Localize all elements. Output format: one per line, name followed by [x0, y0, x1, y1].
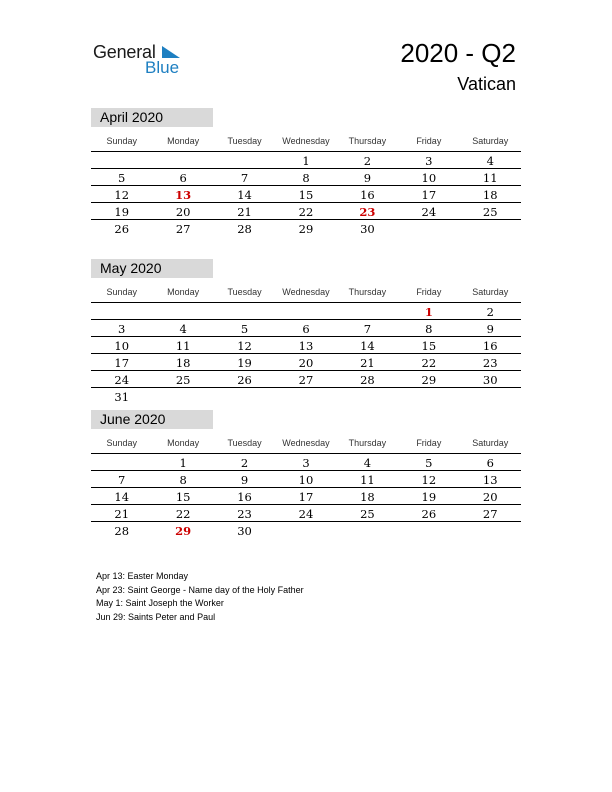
- day-cell: 17: [421, 188, 437, 202]
- day-cell: 8: [179, 473, 187, 487]
- week-row: [91, 303, 521, 320]
- weekday-label: Saturday: [472, 287, 509, 297]
- page-title: 2020 - Q2: [400, 38, 516, 68]
- day-cell: 27: [482, 507, 498, 521]
- week-row: [91, 220, 521, 236]
- day-cell: 3: [302, 456, 310, 470]
- day-cell: 18: [360, 490, 375, 504]
- day-cell: 13: [482, 473, 498, 487]
- day-cell: 10: [298, 473, 314, 487]
- weekday-label: Thursday: [348, 136, 387, 146]
- day-cell: 22: [175, 507, 191, 521]
- weekday-label: Wednesday: [282, 136, 330, 146]
- week-row: [91, 186, 521, 203]
- day-cell: 10: [114, 339, 130, 353]
- week-row: [91, 505, 521, 522]
- day-cell: 5: [118, 171, 126, 185]
- day-cell: 9: [240, 473, 249, 487]
- weekday-label: Sunday: [106, 136, 137, 146]
- week-row: [91, 320, 521, 337]
- holiday-day-cell: 29: [175, 524, 192, 538]
- weekday-label: Wednesday: [282, 287, 330, 297]
- logo-text-blue: Blue: [145, 58, 180, 77]
- day-cell: 24: [298, 507, 314, 521]
- day-cell: 22: [421, 356, 437, 370]
- holiday-item: Jun 29: Saints Peter and Paul: [96, 611, 216, 622]
- week-row: [91, 337, 521, 354]
- week-row: [91, 152, 521, 169]
- week-row: [91, 169, 521, 186]
- day-cell: 7: [363, 322, 372, 336]
- day-cell: 17: [114, 356, 130, 370]
- day-cell: 19: [237, 356, 252, 370]
- week-row: [91, 354, 521, 371]
- country-name: Vatican: [457, 74, 516, 94]
- day-cell: 16: [360, 188, 375, 202]
- day-cell: 1: [302, 154, 310, 168]
- day-cell: 26: [237, 373, 252, 387]
- holiday-item: Apr 13: Easter Monday: [96, 571, 189, 581]
- week-row: [91, 203, 521, 220]
- weekday-label: Wednesday: [282, 438, 330, 448]
- day-cell: 29: [298, 222, 314, 236]
- holiday-list: [96, 570, 304, 624]
- day-cell: 9: [363, 171, 372, 185]
- day-cell: 11: [175, 339, 191, 353]
- day-cell: 9: [486, 322, 494, 336]
- weekday-header-row: [91, 282, 521, 303]
- weekday-label: Monday: [167, 136, 200, 146]
- month-title: May 2020: [91, 259, 213, 278]
- holiday-day-cell: 1: [424, 305, 433, 319]
- day-cell: 23: [237, 507, 252, 521]
- weekday-label: Sunday: [106, 287, 137, 297]
- weekday-label: Friday: [416, 287, 442, 297]
- day-cell: 4: [363, 456, 372, 470]
- day-cell: 12: [421, 473, 437, 487]
- month-title: April 2020: [91, 108, 213, 127]
- weekday-label: Saturday: [472, 438, 509, 448]
- day-cell: 24: [421, 205, 437, 219]
- day-cell: 16: [482, 339, 498, 353]
- day-cell: 7: [240, 171, 249, 185]
- day-cell: 13: [298, 339, 314, 353]
- day-cell: 21: [237, 205, 252, 219]
- day-cell: 21: [360, 356, 375, 370]
- day-cell: 2: [486, 305, 494, 319]
- weekday-label: Monday: [167, 287, 200, 297]
- week-row: [91, 488, 521, 505]
- day-cell: 15: [298, 188, 314, 202]
- day-cell: 14: [114, 490, 130, 504]
- day-cell: 20: [175, 205, 191, 219]
- holiday-day-cell: 23: [359, 205, 376, 219]
- day-cell: 30: [360, 222, 375, 236]
- day-cell: 4: [486, 154, 494, 168]
- day-cell: 22: [298, 205, 314, 219]
- day-cell: 25: [482, 205, 498, 219]
- weekday-label: Monday: [167, 438, 200, 448]
- day-cell: 6: [179, 171, 187, 185]
- weekday-label: Tuesday: [227, 287, 262, 297]
- day-cell: 11: [360, 473, 375, 487]
- day-cell: 1: [179, 456, 187, 470]
- week-row: [91, 371, 521, 388]
- day-cell: 25: [360, 507, 375, 521]
- day-cell: 29: [421, 373, 437, 387]
- day-cell: 17: [298, 490, 314, 504]
- day-cell: 3: [118, 322, 126, 336]
- day-cell: 27: [175, 222, 191, 236]
- day-cell: 8: [302, 171, 310, 185]
- weekday-label: Friday: [416, 438, 442, 448]
- day-cell: 8: [425, 322, 433, 336]
- day-cell: 28: [237, 222, 252, 236]
- week-row: [91, 388, 521, 404]
- weekday-header-row: [91, 131, 521, 152]
- day-cell: 19: [114, 205, 130, 219]
- holiday-day-cell: 13: [175, 188, 192, 202]
- day-cell: 3: [425, 154, 433, 168]
- day-cell: 25: [175, 373, 191, 387]
- logo-text-general: General: [93, 42, 156, 62]
- day-cell: 14: [360, 339, 375, 353]
- weekday-label: Sunday: [106, 438, 137, 448]
- weekday-label: Thursday: [348, 287, 387, 297]
- day-cell: 27: [298, 373, 314, 387]
- day-cell: 7: [118, 473, 126, 487]
- day-cell: 28: [360, 373, 375, 387]
- week-row: [91, 471, 521, 488]
- day-cell: 18: [482, 188, 498, 202]
- day-cell: 5: [240, 322, 249, 336]
- day-cell: 12: [237, 339, 252, 353]
- holiday-item: Apr 23: Saint George - Name day of the Holy Father: [96, 584, 304, 595]
- day-cell: 5: [425, 456, 433, 470]
- weekday-label: Thursday: [348, 438, 387, 448]
- day-cell: 2: [363, 154, 372, 168]
- day-cell: 4: [179, 322, 187, 336]
- weekday-label: Friday: [416, 136, 442, 146]
- day-cell: 31: [114, 390, 130, 404]
- day-cell: 11: [482, 171, 498, 185]
- day-cell: 16: [237, 490, 252, 504]
- day-cell: 14: [237, 188, 252, 202]
- day-cell: 24: [114, 373, 130, 387]
- day-cell: 6: [302, 322, 310, 336]
- week-row: [91, 454, 521, 471]
- holiday-item: May 1: Saint Joseph the Worker: [96, 598, 224, 609]
- day-cell: 12: [114, 188, 130, 202]
- day-cell: 20: [482, 490, 498, 504]
- day-cell: 15: [421, 339, 437, 353]
- day-cell: 18: [175, 356, 191, 370]
- month-block: [91, 410, 521, 538]
- weekday-label: Tuesday: [227, 438, 262, 448]
- day-cell: 2: [240, 456, 249, 470]
- week-row: [91, 522, 521, 538]
- day-cell: 15: [175, 490, 191, 504]
- day-cell: 26: [421, 507, 437, 521]
- day-cell: 30: [482, 373, 498, 387]
- brand-logo: [93, 42, 193, 78]
- day-cell: 23: [482, 356, 498, 370]
- day-cell: 26: [114, 222, 130, 236]
- weekday-label: Tuesday: [227, 136, 262, 146]
- day-cell: 19: [421, 490, 437, 504]
- day-cell: 6: [486, 456, 494, 470]
- month-block: [91, 259, 521, 404]
- weekday-label: Saturday: [472, 136, 509, 146]
- weekday-header-row: [91, 433, 521, 454]
- day-cell: 21: [114, 507, 130, 521]
- day-cell: 28: [114, 524, 130, 538]
- month-title: June 2020: [91, 410, 213, 429]
- day-cell: 10: [421, 171, 437, 185]
- month-block: [91, 108, 521, 236]
- day-cell: 30: [237, 524, 252, 538]
- day-cell: 20: [298, 356, 314, 370]
